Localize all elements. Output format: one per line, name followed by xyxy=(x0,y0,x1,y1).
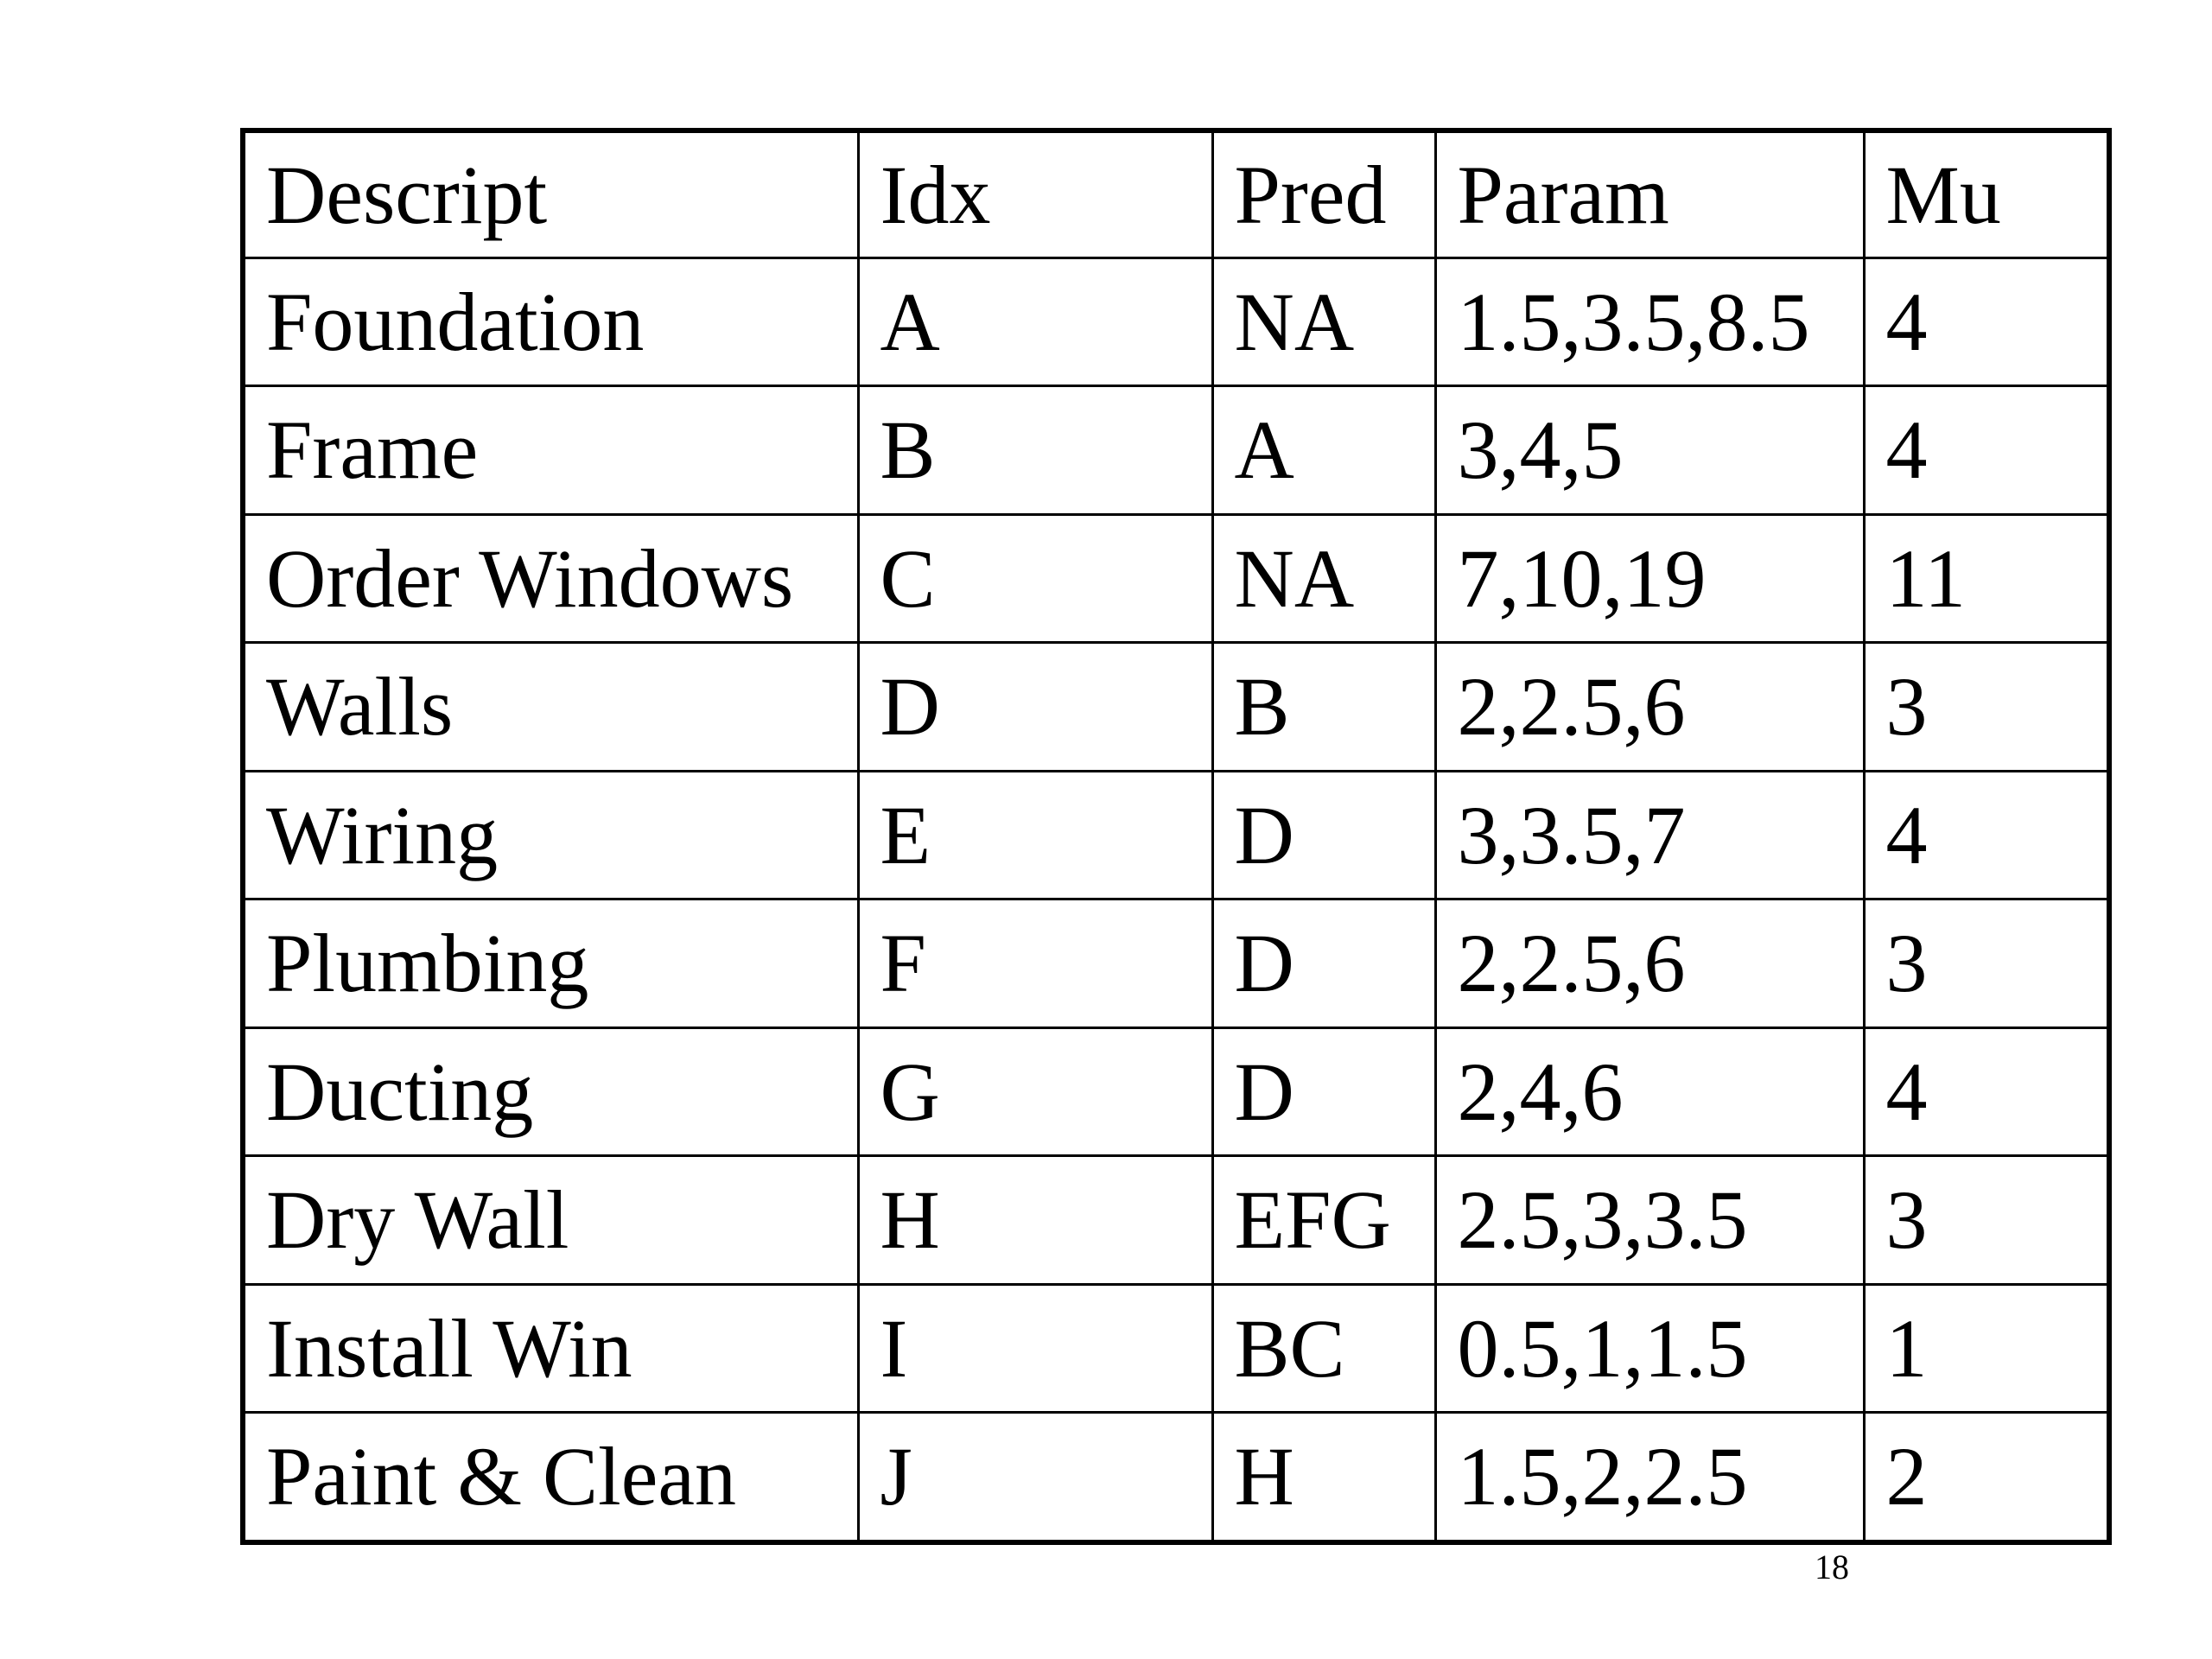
cell-pred: BC xyxy=(1212,1284,1435,1412)
cell-mu: 4 xyxy=(1864,771,2109,899)
table-header-row xyxy=(243,130,2109,258)
table-row xyxy=(243,1284,2109,1412)
table-row xyxy=(243,771,2109,899)
header-param: Param xyxy=(1435,130,1864,258)
header-pred: Pred xyxy=(1212,130,1435,258)
cell-param: 3,3.5,7 xyxy=(1435,771,1864,899)
cell-mu: 4 xyxy=(1864,386,2109,514)
cell-mu: 1 xyxy=(1864,1284,2109,1412)
cell-param: 0.5,1,1.5 xyxy=(1435,1284,1864,1412)
cell-param: 2,2.5,6 xyxy=(1435,643,1864,771)
cell-param: 2,2.5,6 xyxy=(1435,899,1864,1027)
cell-descript: Paint & Clean xyxy=(243,1413,858,1542)
table-row xyxy=(243,514,2109,642)
table-row xyxy=(243,1027,2109,1155)
cell-pred: EFG xyxy=(1212,1156,1435,1284)
cell-param: 1.5,3.5,8.5 xyxy=(1435,258,1864,386)
cell-idx: I xyxy=(858,1284,1212,1412)
cell-idx: E xyxy=(858,771,1212,899)
cell-idx: F xyxy=(858,899,1212,1027)
cell-pred: H xyxy=(1212,1413,1435,1542)
cell-descript: Wiring xyxy=(243,771,858,899)
cell-pred: NA xyxy=(1212,258,1435,386)
cell-pred: D xyxy=(1212,899,1435,1027)
cell-descript: Order Windows xyxy=(243,514,858,642)
header-mu: Mu xyxy=(1864,130,2109,258)
cell-pred: NA xyxy=(1212,514,1435,642)
cell-idx: J xyxy=(858,1413,1212,1542)
cell-mu: 3 xyxy=(1864,643,2109,771)
cell-idx: B xyxy=(858,386,1212,514)
activity-table xyxy=(240,128,2112,1545)
cell-mu: 4 xyxy=(1864,258,2109,386)
page-number: 18 xyxy=(1815,1548,1849,1586)
cell-descript: Plumbing xyxy=(243,899,858,1027)
cell-param: 2,4,6 xyxy=(1435,1027,1864,1155)
cell-pred: D xyxy=(1212,771,1435,899)
cell-pred: B xyxy=(1212,643,1435,771)
cell-pred: A xyxy=(1212,386,1435,514)
cell-descript: Walls xyxy=(243,643,858,771)
table-row xyxy=(243,386,2109,514)
table-row xyxy=(243,1156,2109,1284)
cell-param: 7,10,19 xyxy=(1435,514,1864,642)
table-row xyxy=(243,1413,2109,1542)
header-idx: Idx xyxy=(858,130,1212,258)
cell-mu: 3 xyxy=(1864,899,2109,1027)
cell-idx: A xyxy=(858,258,1212,386)
cell-idx: D xyxy=(858,643,1212,771)
header-descript: Descript xyxy=(243,130,858,258)
cell-pred: D xyxy=(1212,1027,1435,1155)
cell-mu: 4 xyxy=(1864,1027,2109,1155)
cell-param: 2.5,3,3.5 xyxy=(1435,1156,1864,1284)
cell-descript: Ducting xyxy=(243,1027,858,1155)
cell-mu: 11 xyxy=(1864,514,2109,642)
cell-idx: H xyxy=(858,1156,1212,1284)
cell-mu: 3 xyxy=(1864,1156,2109,1284)
table-row xyxy=(243,643,2109,771)
cell-descript: Foundation xyxy=(243,258,858,386)
table-row xyxy=(243,899,2109,1027)
cell-idx: G xyxy=(858,1027,1212,1155)
table-row xyxy=(243,258,2109,386)
cell-mu: 2 xyxy=(1864,1413,2109,1542)
cell-descript: Frame xyxy=(243,386,858,514)
cell-param: 1.5,2,2.5 xyxy=(1435,1413,1864,1542)
cell-descript: Install Win xyxy=(243,1284,858,1412)
cell-idx: C xyxy=(858,514,1212,642)
cell-param: 3,4,5 xyxy=(1435,386,1864,514)
cell-descript: Dry Wall xyxy=(243,1156,858,1284)
